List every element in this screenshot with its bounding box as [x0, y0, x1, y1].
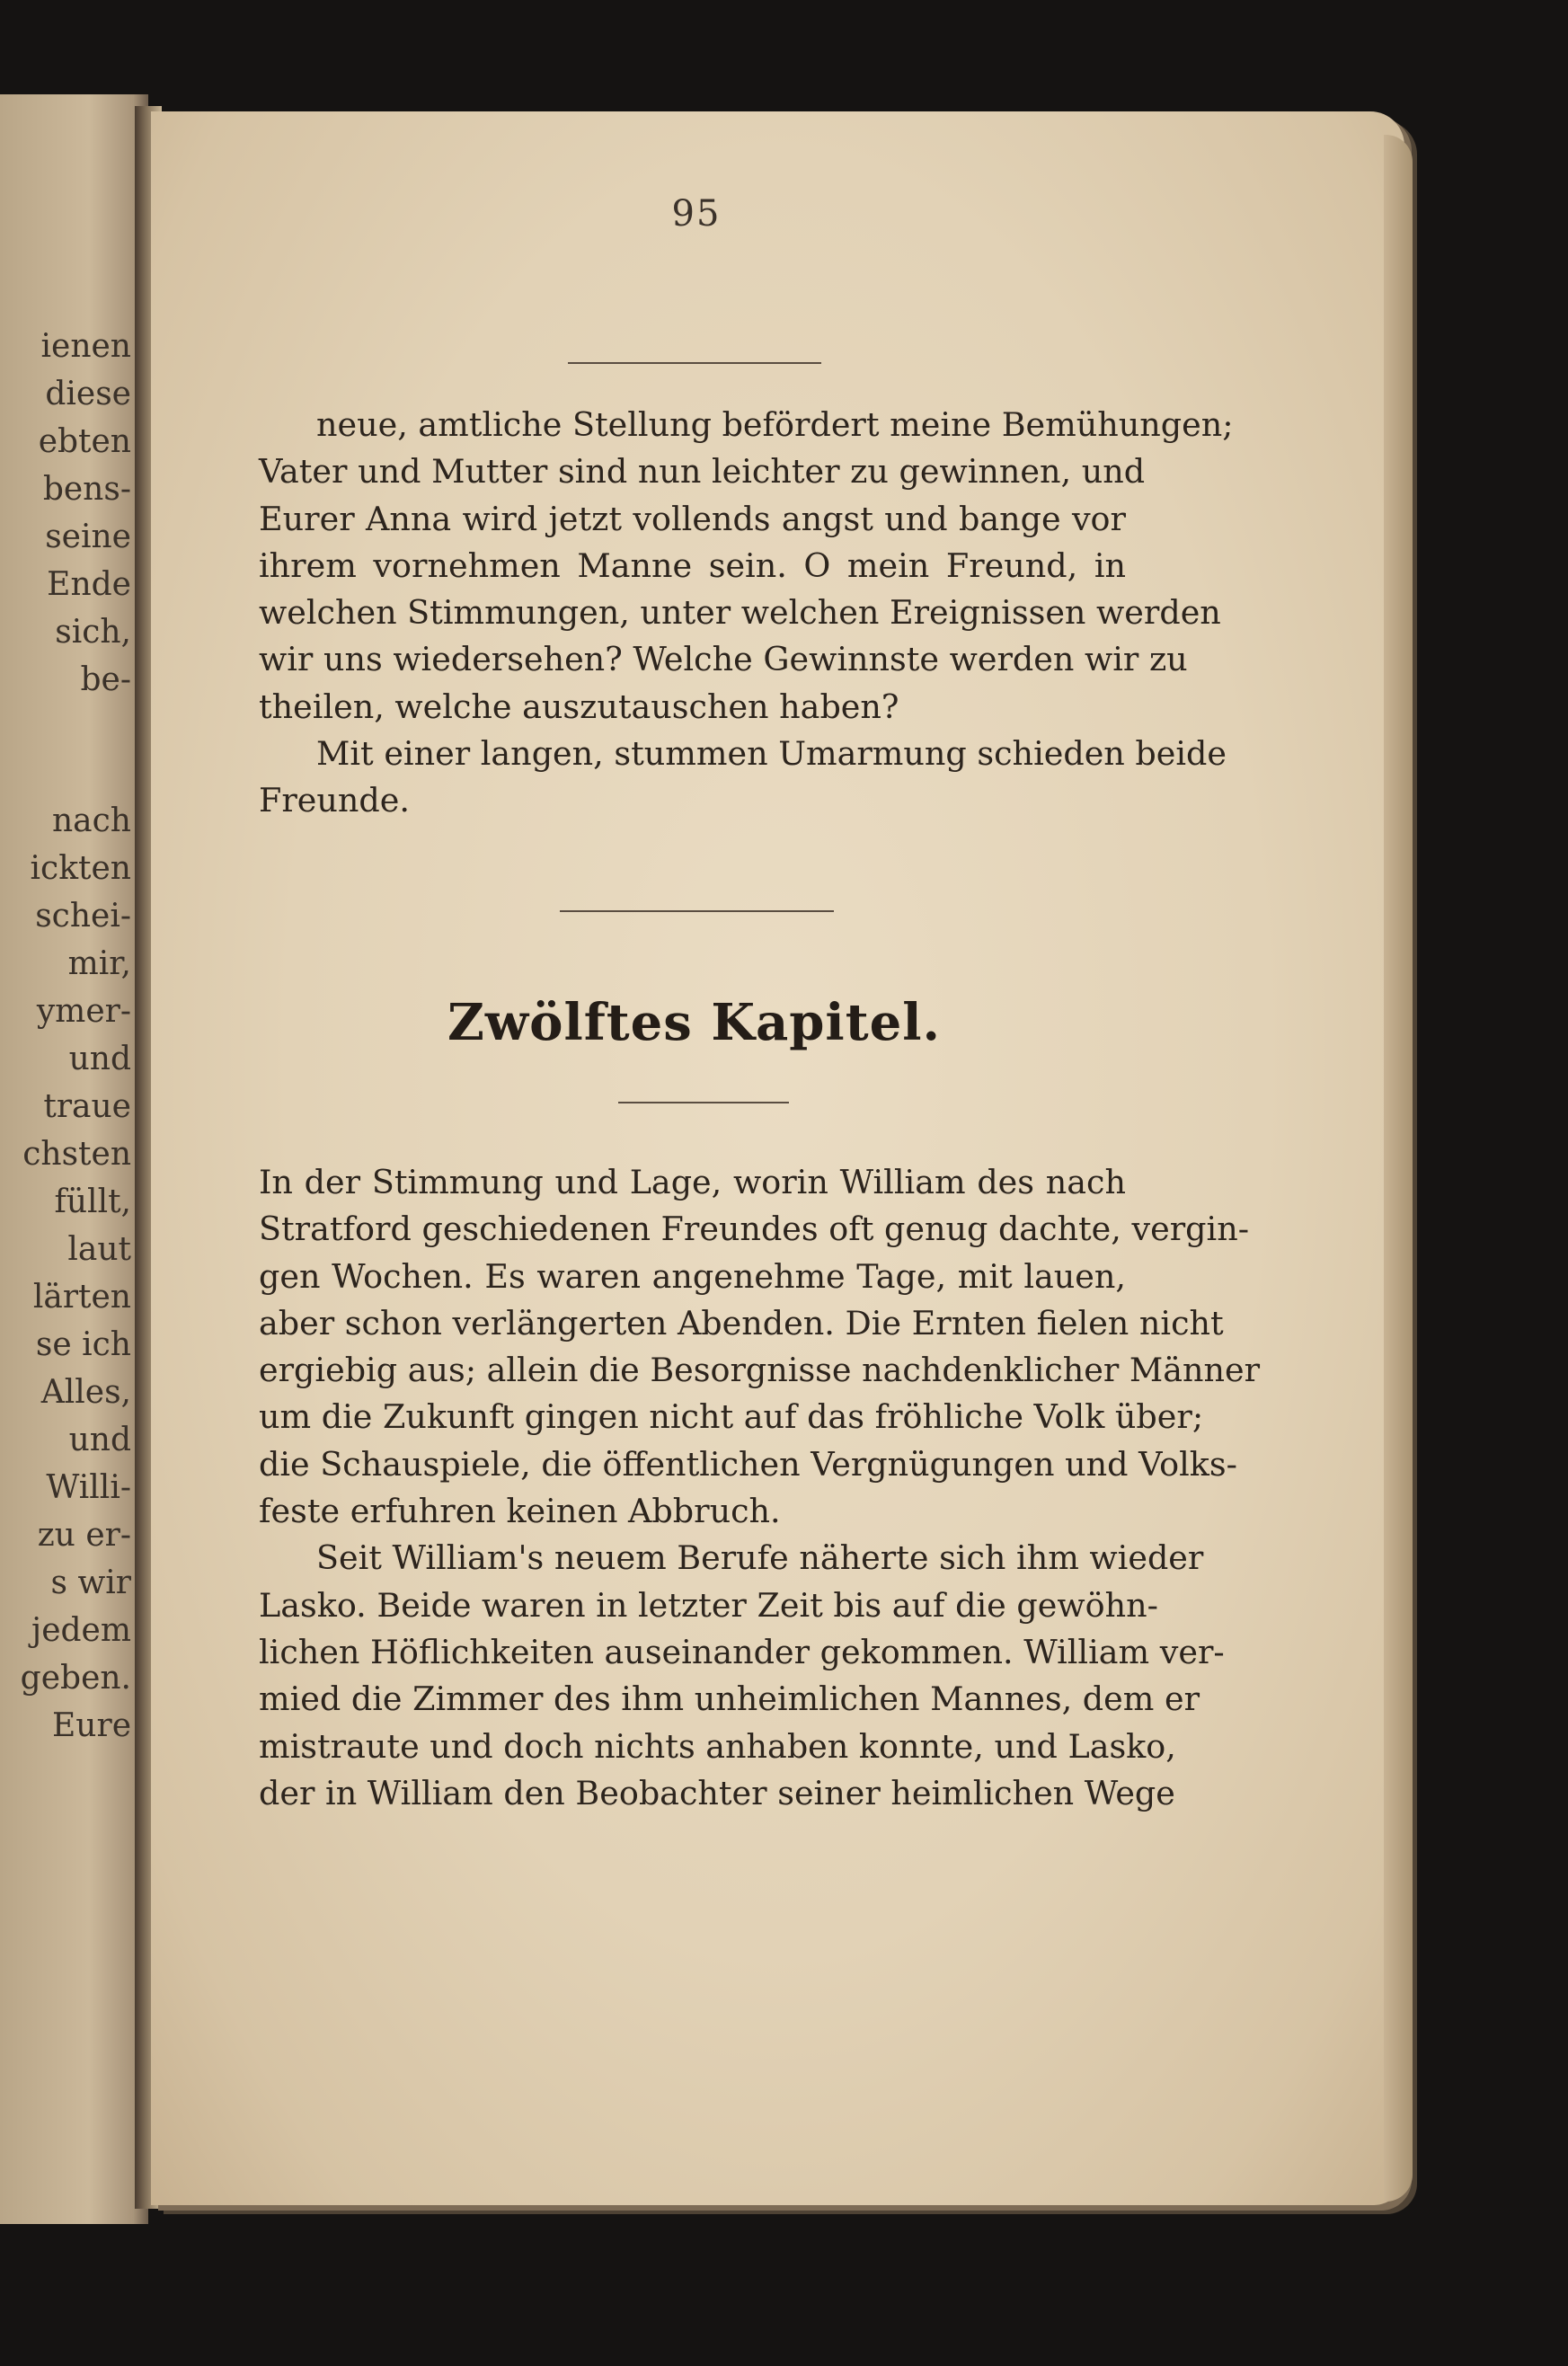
section-divider	[560, 910, 834, 912]
facing-page-fragment: Ende	[47, 566, 131, 603]
facing-page-fragment: bens-	[42, 471, 131, 508]
facing-page-fragment: ebten	[38, 423, 131, 460]
text-line: aber schon verlängerten Abenden. Die Ernten fielen nicht	[259, 1303, 1224, 1343]
chapter-title: Zwölftes Kapitel.	[447, 993, 941, 1052]
facing-page-fragment: ymer-	[36, 993, 131, 1030]
facing-page-fragment: zu er-	[37, 1517, 131, 1554]
text-line: wir uns wiedersehen? Welche Gewinnste werden wir zu	[259, 640, 1188, 679]
text-line: theilen, welche auszutauschen haben?	[259, 687, 899, 726]
text-line: Mit einer langen, stummen Umarmung schieden beide	[316, 734, 1227, 774]
text-line: Vater und Mutter sind nun leichter zu gewinnen, und	[259, 452, 1146, 492]
facing-page-fragment: be-	[80, 661, 131, 698]
text-line: feste erfuhren keinen Abbruch.	[259, 1492, 781, 1531]
header-rule	[568, 362, 821, 364]
facing-page-fragment: diese	[45, 376, 131, 412]
facing-page-fragment: jedem	[31, 1612, 131, 1649]
text-line: Freunde.	[259, 781, 410, 820]
facing-page-fragment: seine	[45, 518, 131, 555]
facing-page-fragment: ienen	[40, 328, 131, 365]
text-line: die Schauspiele, die öffentlichen Vergnügungen und Volks-	[259, 1444, 1237, 1484]
text-line: der in William den Beobachter seiner heimlichen Wege	[259, 1773, 1175, 1812]
text-line: mistraute und doch nichts anhaben konnte, und Lasko,	[259, 1726, 1176, 1766]
facing-page-fragment: lärten	[32, 1279, 131, 1316]
text-line: Eurer Anna wird jetzt vollends angst und bange vor	[259, 499, 1126, 538]
facing-page-fragment: nach	[52, 802, 131, 839]
text-block-before-chapter	[259, 402, 1234, 825]
text-line: lichen Höflichkeiten auseinander gekommen. William ver-	[259, 1632, 1225, 1671]
facing-page-fragment: chsten	[22, 1136, 131, 1173]
facing-page-fragment: Alles,	[40, 1374, 131, 1411]
facing-page-fragment: ickten	[30, 850, 131, 887]
text-line: ergiebig aus; allein die Besorgnisse nachdenklicher Männer	[259, 1351, 1261, 1390]
facing-page-fragment: traue	[43, 1088, 131, 1125]
facing-page-fragment: Willi-	[46, 1469, 131, 1506]
chapter-title-rule	[618, 1102, 789, 1103]
facing-page-fragment: s wir	[50, 1564, 131, 1601]
text-block-after-chapter	[259, 1159, 1261, 1817]
text-line: welchen Stimmungen, unter welchen Ereignissen werden	[259, 593, 1221, 633]
text-line: neue, amtliche Stellung befördert meine Bemühungen;	[316, 405, 1234, 444]
text-line: Lasko. Beide waren in letzter Zeit bis auf die gewöhn-	[259, 1585, 1158, 1625]
facing-page-fragment: Eure	[52, 1707, 131, 1744]
text-line: In der Stimmung und Lage, worin William des nach	[259, 1163, 1126, 1201]
text-line: gen Wochen. Es waren angenehme Tage, mit lauen,	[259, 1256, 1126, 1296]
facing-page-edge	[0, 94, 148, 2224]
page-fore-edge	[1384, 135, 1413, 2202]
text-line: Stratford geschiedenen Freundes oft genug dachte, vergin-	[259, 1210, 1250, 1249]
facing-page-fragment: se ich	[35, 1326, 131, 1363]
facing-page-fragment: geben.	[20, 1660, 131, 1697]
facing-page-fragment: schei-	[35, 898, 131, 935]
facing-page-fragment: mir,	[67, 945, 131, 982]
facing-page-fragment: laut	[67, 1231, 131, 1268]
text-line: ihrem vornehmen Manne sein. O mein Freund, in	[259, 545, 1126, 585]
text-line: Seit William's neuem Berufe näherte sich ihm wieder	[316, 1538, 1204, 1578]
facing-page-fragment: und	[68, 1422, 131, 1458]
text-line: mied die Zimmer des ihm unheimlichen Mannes, dem er	[259, 1679, 1200, 1719]
facing-page-text	[0, 94, 135, 2224]
facing-page-fragment: füllt,	[54, 1183, 131, 1220]
text-line: um die Zukunft gingen nicht auf das fröhliche Volk über;	[259, 1397, 1204, 1437]
page-number: 95	[671, 193, 722, 235]
facing-page-fragment: sich,	[55, 614, 131, 651]
facing-page-fragment: und	[68, 1041, 131, 1077]
